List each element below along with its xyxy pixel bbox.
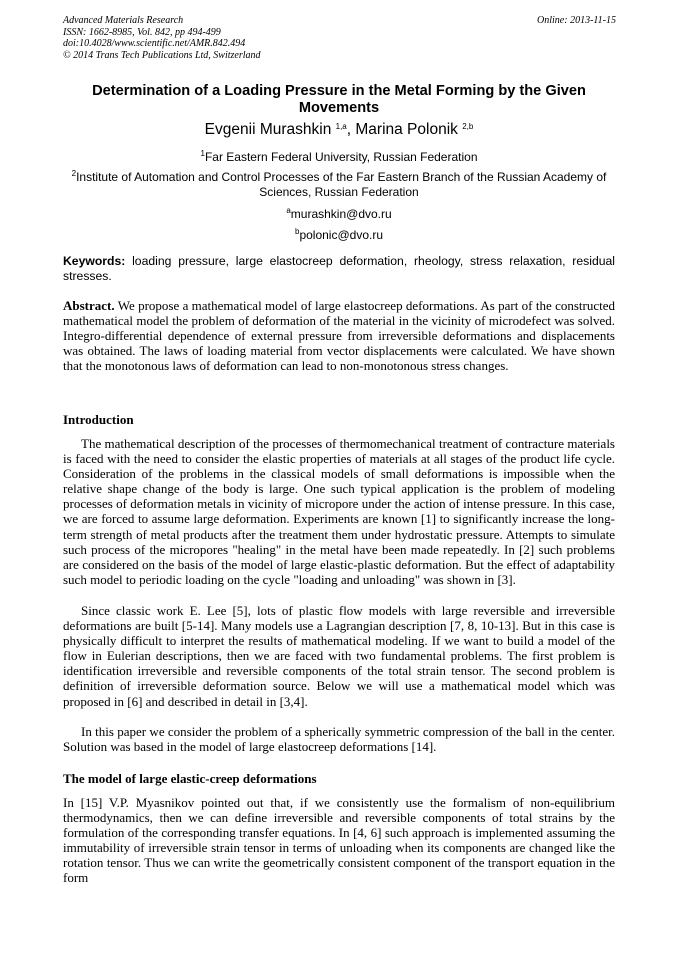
affiliation-2 (63, 170, 615, 200)
intro-paragraph-2: Since classic work E. Lee [5], lots of plastic flow models with large reversible and irreversible deformations are built [5-14]. Many models use a Lagrangian description [7, 8, 10-13]. But in this case is physically difficult to interpret the results of mathematical modeling. If we want to build a model of the flow in Eulerian descriptions, then we are faced with two fundamental problems. The first problem is identification irreversible and reversible components of the total strain tensor. The second problem is definition of irreversible deformation source. Below we will use a mathematical model which was proposed in [6] and described in detail in [3,4]. (63, 603, 615, 709)
doi-line: doi:10.4028/www.scientific.net/AMR.842.494 (63, 38, 246, 49)
journal-name: Advanced Materials Research (63, 15, 184, 26)
online-date: Online: 2013-11-15 (537, 15, 616, 26)
model-paragraph-1: In [15] V.P. Myasnikov pointed out that, if we consistently use the formalism of non-equilibrium thermodynamics, then we can define irreversible and reversible components of total strains by the formulation of the corresponding transfer equations. In [4, 6] such approach is implemented assuming the immutability of irreversible strain tensor in terms of unloading when its components are changed like the rotation tensor. Thus we can write the geometrically consistent component of the transport equation in the form (63, 795, 615, 886)
copyright-line: © 2014 Trans Tech Publications Ltd, Switzerland (63, 49, 261, 61)
keywords (63, 254, 615, 284)
affiliation-2-text: Institute of Automation and Control Processes of the Far Eastern Branch of the Russian Academy of Sciences, Russian Federation (76, 170, 607, 199)
author-1-superscript: 1,a (335, 122, 347, 131)
paper-title: Determination of a Loading Pressure in the Metal Forming by the Given Movements (92, 83, 586, 116)
author-list (63, 121, 615, 139)
issn-line: ISSN: 1662-8985, Vol. 842, pp 494-499 (63, 26, 221, 38)
email-b (63, 228, 615, 243)
email-a-superscript: a (286, 206, 291, 215)
abstract (63, 298, 615, 373)
affiliation-1-superscript: 1 (200, 149, 205, 158)
abstract-label: Abstract. (63, 298, 115, 313)
keywords-text: loading pressure, large elastocreep deformation, rheology, stress relaxation, residual stresses. (63, 254, 615, 283)
author-2-superscript: 2,b (462, 122, 474, 131)
affiliation-2-superscript: 2 (71, 169, 77, 178)
author-2: Marina Polonik (355, 121, 463, 138)
section-heading-model: The model of large elastic-creep deformations (63, 771, 317, 786)
section-heading-introduction: Introduction (63, 412, 134, 427)
email-a-address: murashkin@dvo.ru (290, 207, 392, 221)
email-b-address: polonic@dvo.ru (299, 228, 383, 242)
keywords-label: Keywords: (63, 254, 126, 268)
affiliation-1 (63, 150, 615, 165)
email-b-superscript: b (294, 227, 300, 236)
author-1: Evgenii Murashkin (204, 121, 336, 138)
email-a (63, 207, 615, 222)
affiliation-1-text: Far Eastern Federal University, Russian Federation (204, 150, 478, 164)
journal-meta (63, 15, 261, 61)
author-separator: , (346, 121, 356, 138)
abstract-text: We propose a mathematical model of large elastocreep deformations. As part of the constructed mathematical model the problem of deformation of the material in the vicinity of microdefect was solved. Integro-differential dependence of external pressure from irreversible deformations and displacements was obtained. The laws of loading material from vector displacements were calculated. We have shown that the monotonous laws of deformation can lead to non-monotonous stress changes. (63, 298, 615, 374)
intro-paragraph-1: The mathematical description of the processes of thermomechanical treatment of contracture materials is faced with the need to consider the elastic properties of materials at all stages of the product life cycle. Consideration of the problems in the classical models of small deformations is impossible when the relative shape change of the body is large. One such typical application is the problem of modeling processes of deformation metals in vicinity of micropore under the action of intense pressure. In this case, we are forced to assume large deformation. Experiments are known [1] to significantly increase the long-term strength of metal products after the treatment them under hydrostatic pressure. Attempts to simulate such process of the micropores "healing" in the metal have been made repeatedly. In [2] such problems are considered on the basis of the model of large elastic-plastic deformation. But the effect of adaptability such model to periodic loading on the cycle "loading and unloading" was shown in [3]. (63, 436, 615, 587)
intro-paragraph-3: In this paper we consider the problem of a spherically symmetric compression of the ball in the center. Solution was based in the model of large elastocreep deformations [14]. (63, 724, 615, 755)
